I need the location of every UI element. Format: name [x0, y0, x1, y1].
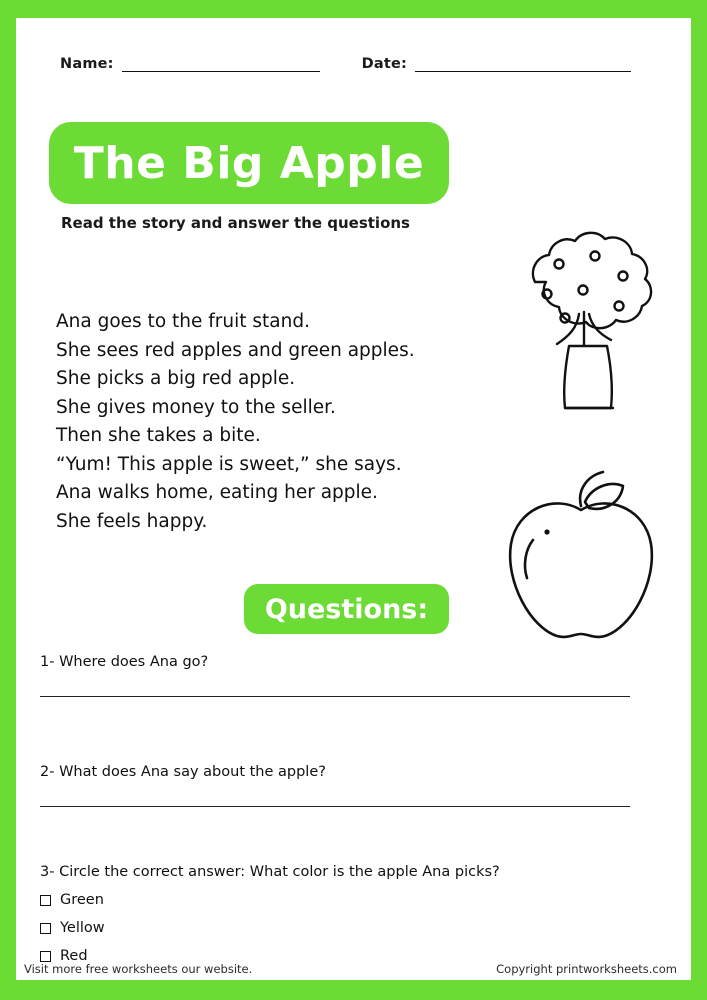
footer-website-text: Visit more free worksheets our website. [24, 962, 253, 976]
footer [16, 958, 691, 980]
name-group [60, 56, 320, 72]
story-line: Then she takes a bite. [56, 425, 261, 446]
worksheet-sheet [16, 18, 691, 980]
question-text: 1- Where does Ana go? [40, 654, 209, 670]
checkbox-icon[interactable] [40, 923, 51, 934]
checkbox-icon[interactable] [40, 895, 51, 906]
date-group [362, 56, 631, 72]
story-line: Ana walks home, eating her apple. [56, 482, 378, 503]
story-line: Ana goes to the fruit stand. [56, 311, 310, 332]
story-line: She gives money to the seller. [56, 396, 336, 418]
choice-label: Yellow [60, 920, 105, 936]
questions-banner [244, 584, 449, 634]
footer-copyright-text: Copyright printworksheets.com [496, 962, 677, 976]
questions-banner-label: Questions: [264, 593, 429, 625]
story-line: She sees red apples and green apples. [56, 339, 415, 361]
choice-label: Green [60, 892, 104, 908]
story-text [56, 308, 506, 536]
choice-label: Red [60, 948, 88, 964]
question-text: 3- Circle the correct answer: What color is the apple Ana picks? [40, 864, 500, 880]
question-2 [40, 764, 640, 807]
title-banner [49, 122, 449, 204]
question-text: 2- What does Ana say about the apple? [40, 764, 326, 780]
name-label: Name: [60, 56, 114, 72]
choice-option-yellow[interactable] [40, 920, 640, 936]
date-label: Date: [361, 56, 408, 72]
question-3 [40, 864, 640, 964]
name-input-line[interactable] [122, 57, 320, 72]
choice-list [40, 892, 640, 964]
date-input-line[interactable] [415, 57, 631, 72]
page-title: The Big Apple [73, 137, 425, 189]
apple-tree-icon [491, 218, 681, 438]
story-line: She feels happy. [56, 510, 208, 532]
answer-line-1[interactable] [40, 696, 630, 697]
name-date-row [60, 56, 663, 72]
instructions-text: Read the story and answer the questions [61, 214, 410, 232]
answer-line-2[interactable] [40, 806, 630, 807]
story-line: “Yum! This apple is sweet,” she says. [56, 453, 402, 475]
question-1 [40, 654, 640, 697]
apple-icon [489, 458, 679, 653]
story-line: She picks a big red apple. [56, 368, 296, 389]
choice-option-green[interactable] [40, 892, 640, 908]
